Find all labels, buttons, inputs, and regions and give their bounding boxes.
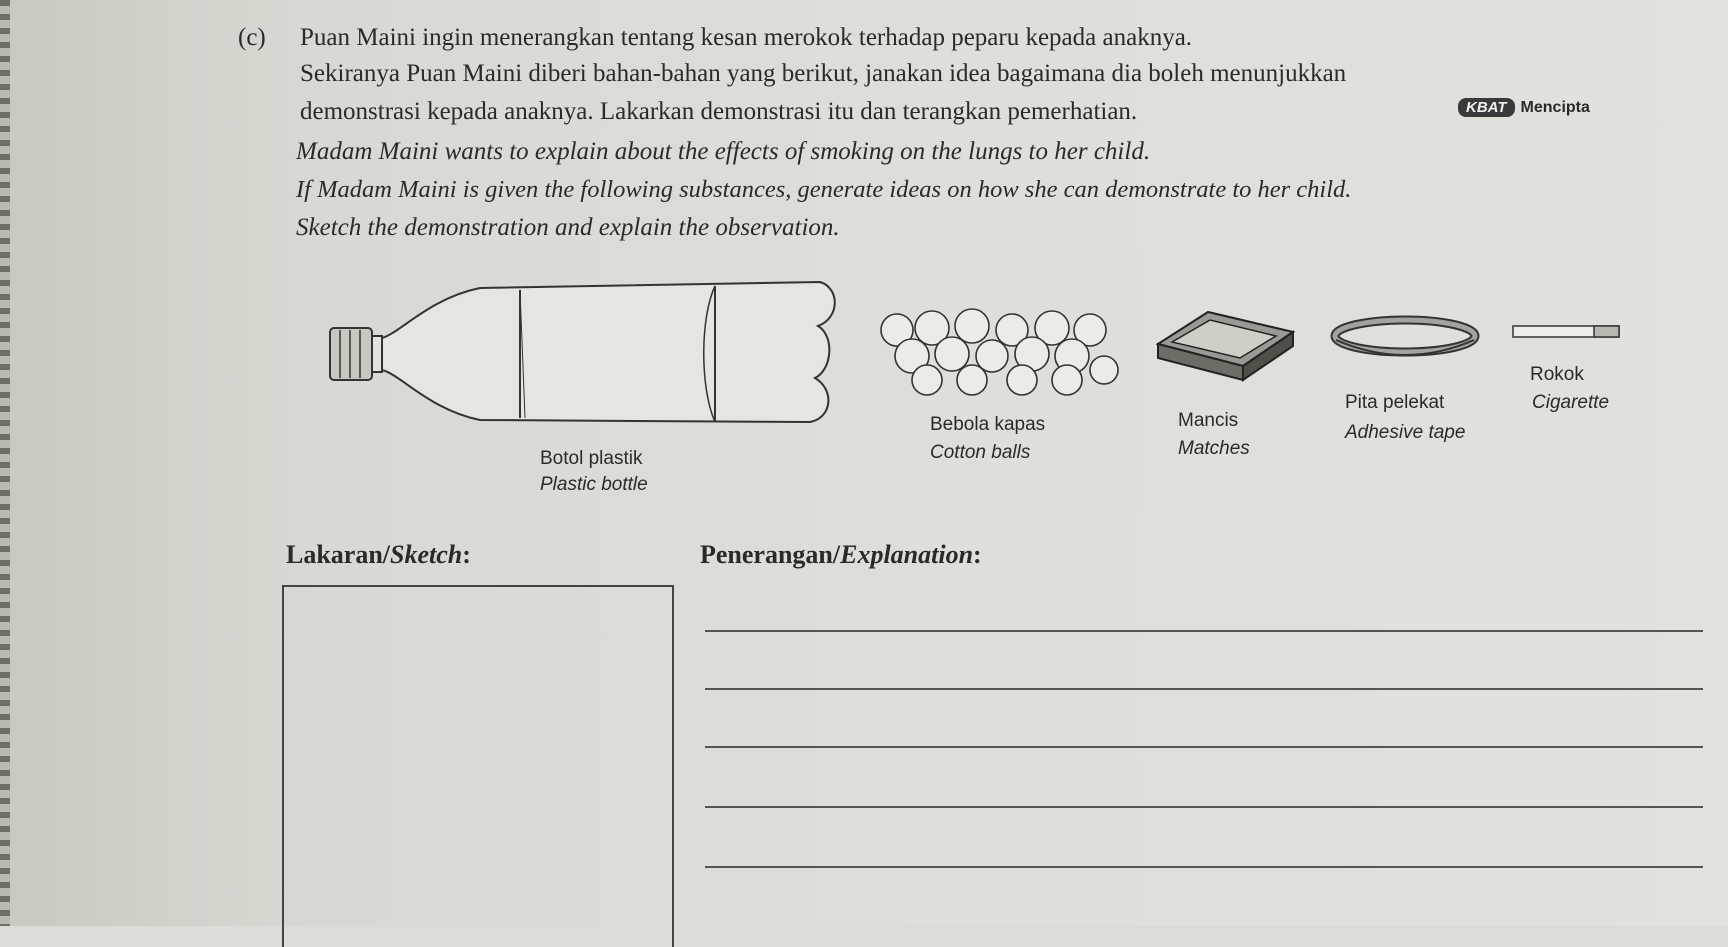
question-english-line-1: Madam Maini wants to explain about the effects of smoking on the lungs to her child. (296, 138, 1151, 165)
explanation-heading-colon: : (973, 540, 982, 569)
explanation-line-2[interactable] (705, 688, 1703, 690)
bottle-label-english: Plastic bottle (540, 474, 648, 495)
matches-label-malay: Mancis (1178, 410, 1239, 431)
question-malay-line-1: Puan Maini ingin menerangkan tentang kesan merokok terhadap peparu kepada anaknya. (300, 24, 1193, 51)
sketch-heading-english: Sketch (390, 540, 463, 569)
explanation-heading-malay: Penerangan/ (700, 540, 841, 569)
question-malay-line-2: Sekiranya Puan Maini diberi bahan-bahan yang berikut, janakan idea bagaimana dia boleh menunjukkan (300, 60, 1347, 87)
explanation-line-1[interactable] (705, 630, 1703, 632)
matches-icon (1158, 304, 1298, 384)
adhesive-tape-icon (1330, 312, 1480, 364)
kbat-badge-label: KBAT (1458, 98, 1515, 117)
kbat-badge (1458, 98, 1590, 117)
sketch-heading-malay: Lakaran/ (286, 540, 391, 569)
sketch-answer-box[interactable] (282, 585, 674, 947)
tape-label-malay: Pita pelekat (1345, 392, 1445, 413)
spiral-binding (0, 0, 10, 926)
matches-label-english: Matches (1178, 438, 1250, 459)
explanation-heading-english: Explanation (840, 540, 974, 569)
sketch-heading-colon: : (462, 540, 471, 569)
plastic-bottle-icon (330, 278, 850, 428)
bottle-label-malay: Botol plastik (540, 448, 643, 469)
cigarette-icon (1512, 324, 1622, 340)
tape-label-english: Adhesive tape (1345, 422, 1466, 443)
kbat-level: Mencipta (1520, 98, 1590, 116)
explanation-line-3[interactable] (705, 746, 1703, 748)
cotton-label-english: Cotton balls (930, 442, 1031, 463)
cotton-balls-icon (872, 308, 1122, 398)
cigarette-label-english: Cigarette (1532, 392, 1610, 413)
explanation-line-5[interactable] (705, 866, 1703, 868)
question-english-line-3: Sketch the demonstration and explain the observation. (296, 214, 840, 241)
explanation-heading (700, 540, 982, 570)
question-label: (c) (238, 24, 266, 51)
question-malay-line-3: demonstrasi kepada anaknya. Lakarkan demonstrasi itu dan terangkan pemerhatian. (300, 98, 1138, 125)
explanation-line-4[interactable] (705, 806, 1703, 808)
cigarette-label-malay: Rokok (1530, 364, 1584, 385)
sketch-heading (286, 540, 471, 570)
cotton-label-malay: Bebola kapas (930, 414, 1046, 435)
question-english-line-2: If Madam Maini is given the following substances, generate ideas on how she can demonstrate to her child. (296, 176, 1352, 203)
